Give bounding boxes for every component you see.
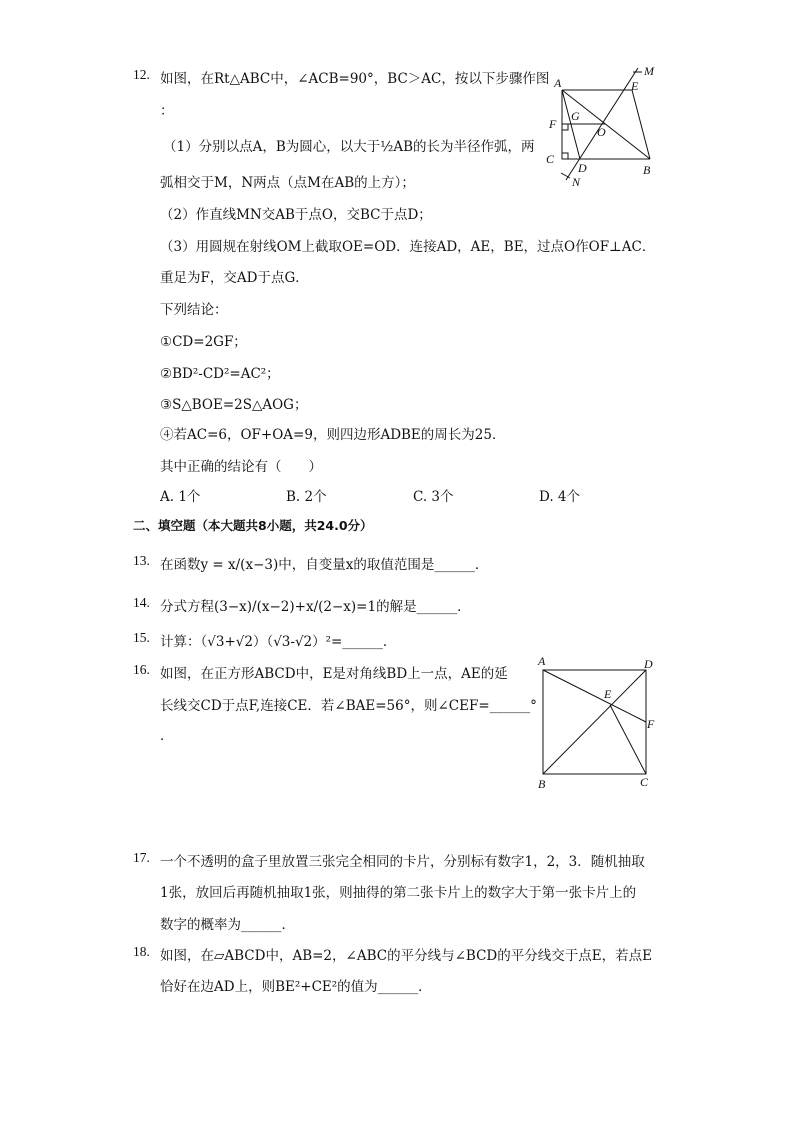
q12-line1b: ： [160,103,174,119]
q12-option-c: C. 3个 [413,489,454,505]
q12-label-e: E [631,79,639,93]
q12-conclusion-1: ①CD=2GF； [160,334,247,350]
q17-line3: 数字的概率为______． [160,917,295,933]
q16-line1: 如图，在正方形ABCD中，E是对角线BD上一点，AE的延 [160,666,508,682]
q12-step1a: （1）分别以点A，B为圆心，以大于½AB的长为半径作弧，两 [163,139,535,155]
q12-intro: 下列结论： [160,302,228,318]
q12-step1b: 弧相交于M，N两点（点M在AB的上方）； [160,175,415,191]
q15-number: 15. [133,630,150,645]
q16-figure [530,652,665,797]
q12-step3b: 重足为F，交AD于点G． [160,270,309,286]
q12-step3a: （3）用圆规在射线OM上截取OE=OD．连接AD，AE，BE，过点O作OF⊥AC． [160,239,656,255]
q12-ask: 其中正确的结论有（ ） [160,459,322,475]
q16-label-c: C [640,775,649,789]
q12-label-c: C [546,152,555,166]
q16-label-f: F [647,717,655,731]
q18-line1: 如图，在▱ABCD中，AB=2，∠ABC的平分线与∠BCD的平分线交于点E，若点E [160,948,652,964]
q16-label-b: B [538,777,546,791]
q12-number: 12. [133,67,150,82]
q12-label-g: G [571,109,580,123]
q12-conclusion-2: ②BD²-CD²=AC²； [160,366,280,382]
q12-label-n: N [572,175,581,189]
q16-number: 16. [133,662,150,677]
q12-option-b: B. 2个 [286,489,327,505]
q14-number: 14. [133,595,150,610]
q13-text: 在函数y = x/(x−3)中，自变量x的取值范围是______． [160,557,489,573]
q16-line2: 长线交CD于点F,连接CE．若∠BAE=56°，则∠CEF=______° [160,698,537,714]
q18-number: 18. [133,944,150,959]
q12-label-d: D [578,161,587,175]
q15-text: 计算：（√3+√2）（√3-√2）²=______． [160,634,397,650]
q16-label-a: A [538,654,546,668]
q14-text: 分式方程(3−x)/(x−2)+x/(2−x)=1的解是______． [160,599,471,615]
q12-line1: 如图，在Rt△ABC中，∠ACB=90°，BC＞AC，按以下步骤作图 [160,71,550,87]
q17-line1: 一个不透明的盒子里放置三张完全相同的卡片，分别标有数字1，2，3．随机抽取 [160,854,645,870]
q16-line3: ． [160,728,174,744]
q12-option-a: A. 1个 [160,489,201,505]
q12-label-b: B [643,163,651,177]
q12-figure [540,60,665,190]
q12-conclusion-3: ③S△BOE=2S△AOG； [160,397,308,413]
q12-label-m: M [644,64,654,78]
q16-label-d: D [644,657,653,671]
q17-number: 17. [133,850,150,865]
q12-label-f: F [549,117,557,131]
q16-label-e: E [604,687,612,701]
q12-step2: （2）作直线MN交AB于点O，交BC于点D； [160,207,432,223]
q12-label-a: A [554,76,562,90]
q12-label-o: O [597,125,606,139]
q18-line2: 恰好在边AD上，则BE²+CE²的值为______． [160,979,432,995]
q12-conclusion-4: ④若AC=6，OF+OA=9，则四边形ADBE的周长为25． [160,427,506,443]
section-2-heading: 二、填空题（本大题共8小题，共24.0分） [133,518,373,533]
q13-number: 13. [133,553,150,568]
q17-line2: 1张，放回后再随机抽取1张，则抽得的第二张卡片上的数字大于第一张卡片上的 [160,885,637,901]
q12-option-d: D. 4个 [539,489,581,505]
